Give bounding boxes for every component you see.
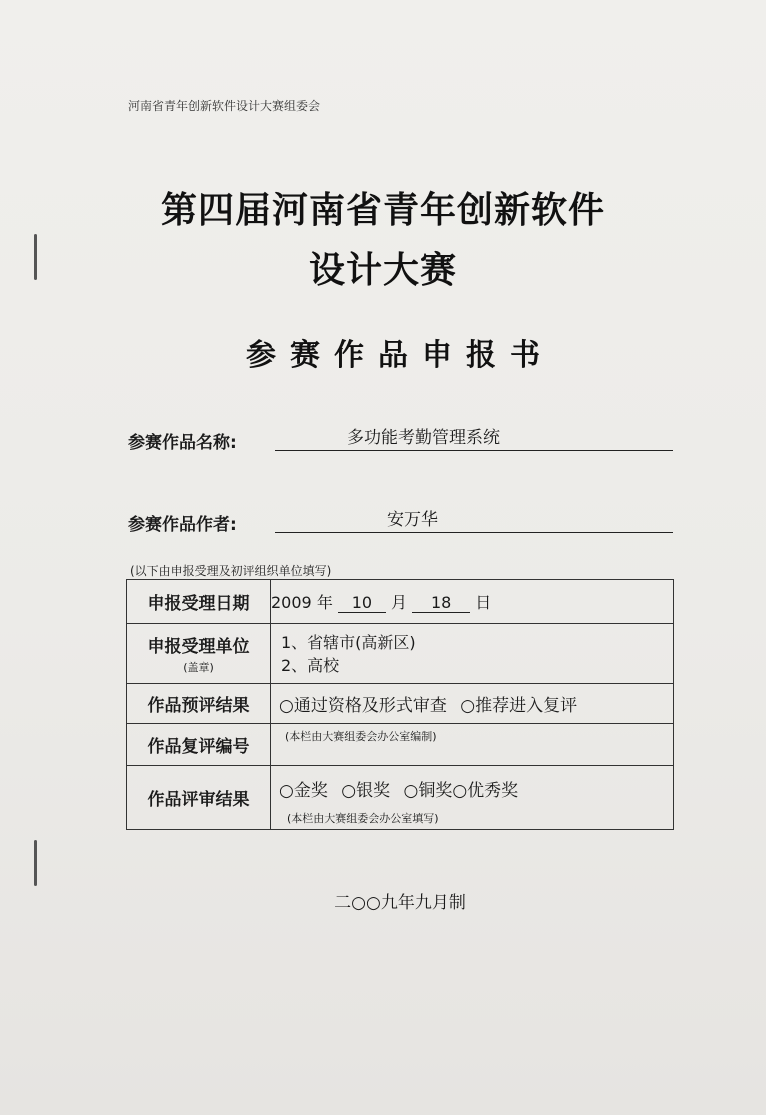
unit-option-2: 2、高校 [281,655,340,675]
unit-label-text: 申报受理单位 [147,637,250,657]
result-note: (本栏由大赛组委会办公室填写) [287,812,439,825]
application-form-table [126,579,674,830]
author-value: 安万华 [387,510,438,530]
date-month-unit: 月 [391,593,408,612]
date-year: 2009 [271,593,312,612]
work-name-value: 多功能考勤管理系统 [347,428,500,448]
organizer-header: 河南省青年创新软件设计大赛组委会 [128,99,321,113]
binding-mark [34,840,37,886]
table-row [127,766,674,830]
date-year-unit: 年 [316,593,333,612]
result-option-excellent: ○优秀奖 [452,781,519,801]
preliminary-option-2: ○推荐进入复评 [460,696,578,716]
work-name-field [275,428,673,451]
preliminary-label: 作品预评结果 [127,684,271,724]
author-label: 参赛作品作者: [128,515,237,535]
author-field [275,510,673,533]
unit-label [127,624,271,684]
table-row [127,624,674,684]
unit-options [271,624,674,684]
result-option-gold: ○金奖 [279,781,328,801]
preliminary-options [271,684,674,724]
table-row [127,724,674,766]
review-number-note: (本栏由大赛组委会办公室编制) [285,730,437,743]
result-option-bronze: ○铜奖 [403,781,453,801]
table-row [127,580,674,624]
review-number-value [271,724,674,766]
date-month: 10 [338,593,386,613]
result-options [271,766,674,830]
date-day-unit: 日 [475,593,492,612]
unit-option-1: 1、省辖市(高新区) [281,632,416,652]
date-label: 申报受理日期 [127,580,271,624]
date-value [271,580,674,624]
result-option-silver: ○银奖 [341,781,391,801]
preliminary-option-1: ○通过资格及形式审查 [279,696,447,716]
form-note: (以下由申报受理及初评组织单位填写) [130,564,332,578]
table-row [127,684,674,724]
title-line-2: 设计大赛 [308,250,457,291]
subtitle: 参赛作品申报书 [246,338,554,373]
work-name-label: 参赛作品名称: [128,433,237,453]
title-line-1: 第四届河南省青年创新软件 [160,190,605,231]
date-day: 18 [412,593,470,613]
document-date: 二○○九年九月制 [334,893,466,913]
review-number-label: 作品复评编号 [127,724,271,766]
result-label: 作品评审结果 [127,766,271,830]
seal-note: (盖章) [183,661,214,674]
result-option-list [279,776,518,801]
